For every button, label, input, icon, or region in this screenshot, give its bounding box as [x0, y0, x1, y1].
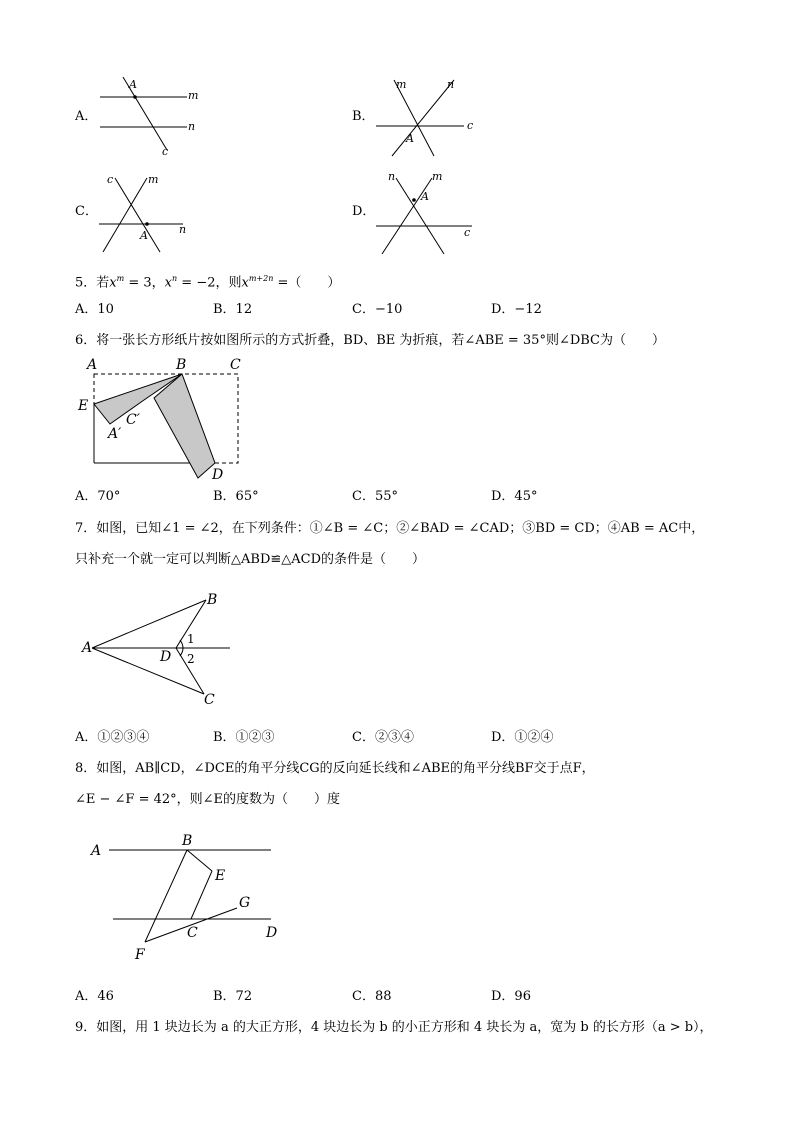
q4a-label-c: c — [162, 145, 169, 158]
q7-label-b: B — [207, 592, 218, 608]
q4-option-b-label: B． — [352, 109, 375, 124]
q6-label-c-prime: C′ — [126, 412, 140, 428]
q7-option-a: A．①②③④ — [75, 730, 150, 745]
q7-option-d: D．①②④ — [491, 730, 554, 745]
q7-option-c: C．②③④ — [352, 730, 414, 745]
q6-stem: 6．将一张长方形纸片按如图所示的方式折叠，BD、BE 为折痕，若∠ABE = 35°则∠DBC为（ ） — [75, 333, 666, 348]
q4c-label-c: c — [107, 173, 114, 186]
q7-label-2: 2 — [187, 652, 195, 666]
q7-triangle-diagram — [80, 590, 240, 710]
q4b-label-n: n — [447, 78, 455, 91]
q7-stem-line2: 只补充一个就一定可以判断△ABD≌△ACD的条件是（ ） — [75, 552, 426, 567]
q8-label-c: C — [187, 925, 198, 941]
q8-stem-line1: 8．如图，AB∥CD，∠DCE的角平分线CG的反向延长线和∠ABE的角平分线BF交于点F， — [75, 761, 595, 776]
q5-option-d: D．−12 — [491, 302, 542, 317]
q4-option-d-diagram — [372, 168, 482, 258]
q6-option-c: C．55° — [352, 489, 398, 504]
q8-label-b: B — [182, 833, 193, 849]
q7-label-1: 1 — [187, 632, 195, 646]
q4b-label-m: m — [396, 78, 407, 91]
q4-option-c-diagram — [95, 168, 205, 258]
q5-option-b: B．12 — [213, 302, 253, 317]
q6-label-d: D — [212, 467, 224, 483]
q8-option-a: A．46 — [75, 989, 114, 1004]
q4d-label-a: A — [421, 190, 429, 203]
q4-option-c-label: C． — [75, 204, 98, 219]
q4c-label-n: n — [179, 223, 187, 236]
q6-option-a: A．70° — [75, 489, 121, 504]
q4d-label-c: c — [464, 226, 471, 239]
q6-label-e: E — [78, 398, 89, 414]
q4d-label-m: m — [432, 170, 443, 183]
q4c-label-a: A — [140, 229, 148, 242]
q8-stem-line2: ∠E − ∠F = 42°，则∠E的度数为（ ）度 — [75, 792, 341, 807]
q9-stem: 9．如图，用 1 块边长为 a 的大正方形，4 块边长为 b 的小正方形和 4 块长为 a，宽为 b 的长方形（a > b）， — [75, 1020, 713, 1035]
q4-option-a-label: A． — [75, 109, 98, 124]
q6-label-a-prime: A′ — [108, 426, 122, 442]
q7-option-b: B．①②③ — [213, 730, 275, 745]
q7-label-c: C — [204, 692, 215, 708]
q4d-label-n: n — [388, 170, 396, 183]
q4a-label-m: m — [188, 89, 199, 102]
q6-option-b: B．65° — [213, 489, 259, 504]
q7-stem-line1: 7．如图，已知∠1 = ∠2，在下列条件：①∠B = ∠C；②∠BAD = ∠CAD；③BD = CD；④AB = AC中， — [75, 521, 705, 536]
q4b-label-a: A — [406, 132, 414, 145]
q4-option-d-label: D． — [352, 204, 376, 219]
q5-option-a: A．10 — [75, 302, 114, 317]
q5-option-c: C．−10 — [352, 302, 403, 317]
q4c-label-m: m — [148, 173, 159, 186]
q4-option-a-diagram — [95, 72, 205, 162]
q4-option-b-diagram — [372, 72, 482, 162]
q8-label-e: E — [215, 868, 226, 884]
q4a-label-a: A — [129, 78, 137, 91]
q5-stem: 5．若$x^m = 3$，$x^n = -2$，则$x^{m+2n}$ =（ ） — [75, 274, 341, 291]
q8-label-f: F — [135, 947, 145, 963]
q7-label-d: D — [160, 649, 172, 665]
q8-parallel-lines-diagram — [85, 828, 295, 968]
q8-label-d: D — [266, 925, 278, 941]
q8-option-c: C．88 — [352, 989, 392, 1004]
q8-option-b: B．72 — [213, 989, 253, 1004]
q7-label-a: A — [82, 640, 93, 656]
q8-option-d: D．96 — [491, 989, 531, 1004]
q8-label-a: A — [91, 843, 102, 859]
q4a-label-n: n — [188, 120, 196, 133]
q6-label-b: B — [176, 357, 187, 373]
q6-label-a: A — [87, 357, 98, 373]
q6-label-c: C — [230, 357, 241, 373]
q6-folding-diagram — [72, 352, 272, 487]
q6-option-d: D．45° — [491, 489, 538, 504]
q4b-label-c: c — [467, 119, 474, 132]
q8-label-g: G — [239, 895, 251, 911]
